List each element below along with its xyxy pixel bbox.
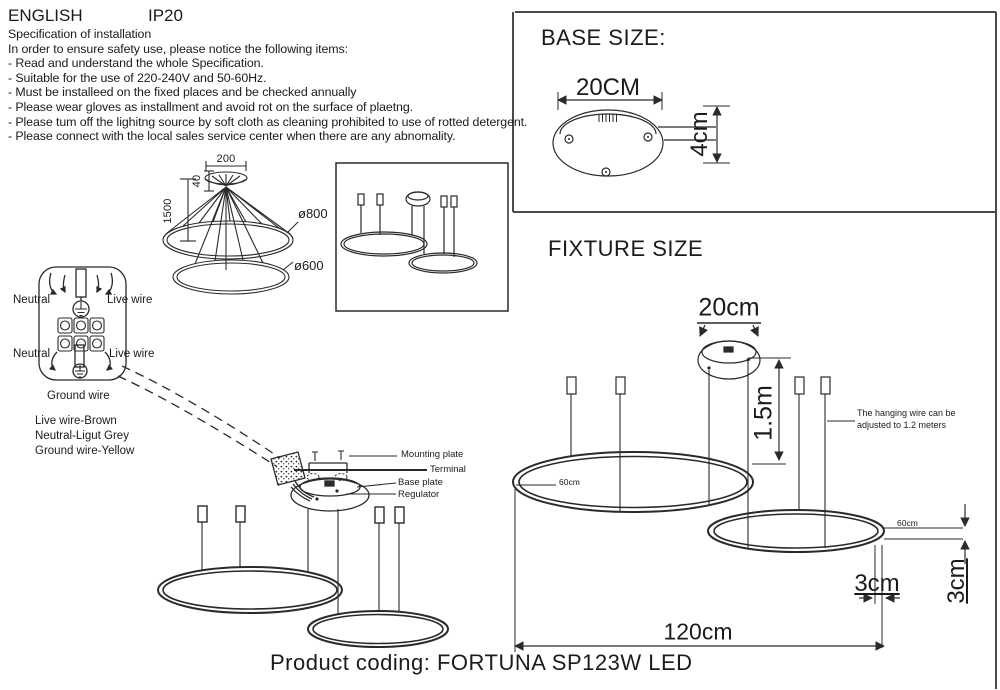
fixture-size-title: FIXTURE SIZE xyxy=(548,236,704,261)
base-width-dim: 20CM xyxy=(575,74,641,101)
language-label: ENGLISH xyxy=(8,6,83,25)
dim-ring-600: ø600 xyxy=(294,258,324,273)
right-ring-diameter-label: 60cm xyxy=(897,518,918,528)
fixture-drop-dim: 1.5m xyxy=(749,385,778,441)
feed-wire-dashes xyxy=(118,366,280,466)
pendant-front-diagram xyxy=(163,161,298,294)
base-height-dim: 4cm xyxy=(686,111,713,157)
spec-title: Specification of installation xyxy=(8,27,152,41)
base-plate-label: Base plate xyxy=(398,477,443,488)
total-width-dim: 120cm xyxy=(663,618,733,645)
dim-canopy-200: 200 xyxy=(216,153,236,165)
spec-intro: In order to ensure safety use, please notice the following items: xyxy=(8,41,348,56)
fixture-size-drawing xyxy=(513,323,965,652)
spec-item: - Please wear gloves as installment and avoid rot on the surface of plaetng. xyxy=(8,99,413,114)
pendant-perspective-box xyxy=(336,163,508,311)
fixture-canopy-width-dim: 20cm xyxy=(698,293,760,322)
terminal-label: Terminal xyxy=(430,464,466,475)
section-borders xyxy=(513,12,996,689)
dim-ring-800: ø800 xyxy=(298,206,328,221)
spec-item: - Please connect with the local sales service center when there are any abnomality. xyxy=(8,129,456,144)
wiring-diagram xyxy=(39,267,126,380)
spec-item: - Suitable for the use of 220-240V and 50-60Hz. xyxy=(8,70,267,85)
ring-height-dim: 3cm xyxy=(943,558,970,604)
left-ring-diameter-label: 60cm xyxy=(559,477,580,487)
specification-block xyxy=(8,27,527,144)
ip-rating-label: IP20 xyxy=(148,6,183,25)
spec-item: - Please tum off the lighitng source by soft cloth as cleaning prohibited to use of rotted detergent. xyxy=(8,114,528,129)
legend-ground: Ground wire-Yellow xyxy=(35,445,135,457)
dim-drop-1500: 1500 xyxy=(162,198,174,224)
spec-item: - Read and understand the whole Specification. xyxy=(8,56,264,71)
spec-item: - Must be installeed on the fixed places and be checked annually xyxy=(8,85,357,100)
ring-width-dim: 3cm xyxy=(854,570,900,597)
dim-canopy-40: 40 xyxy=(191,174,203,188)
pendant-bottom-left xyxy=(158,506,448,647)
mounting-plate-label: Mounting plate xyxy=(401,449,464,460)
wiring-neutral-bottom-label: Neutral xyxy=(13,348,51,360)
wire-color-legend xyxy=(35,414,134,459)
wiring-neutral-top-label: Neutral xyxy=(13,294,51,306)
wiring-live-top-label: Live wire xyxy=(107,294,153,306)
hanging-wire-note: The hanging wire can be adjusted to 1.2 meters xyxy=(857,408,956,430)
regulator-label: Regulator xyxy=(398,489,440,500)
wiring-ground-label: Ground wire xyxy=(47,390,110,402)
product-coding: Product coding: FORTUNA SP123W LED xyxy=(270,650,693,675)
legend-neutral: Neutral-Ligut Grey xyxy=(35,430,129,442)
wiring-live-bottom-label: Live wire xyxy=(109,348,155,360)
legend-live: Live wire-Brown xyxy=(35,415,117,427)
base-size-title: BASE SIZE: xyxy=(541,25,666,50)
